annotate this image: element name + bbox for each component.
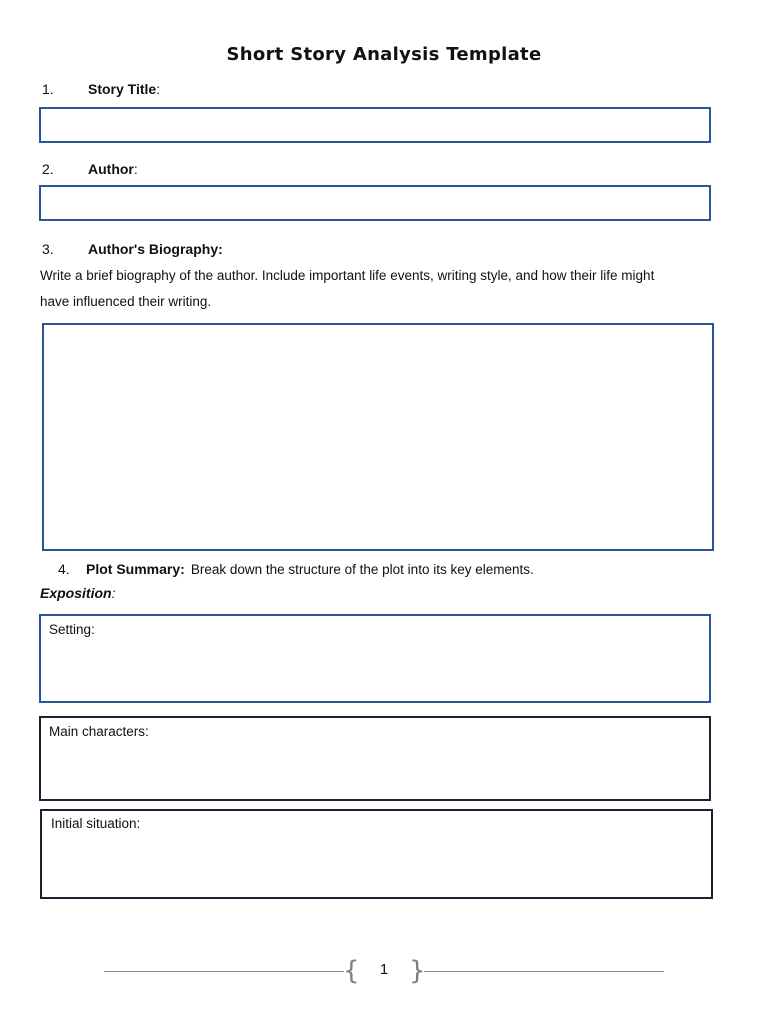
item-label bbox=[88, 159, 138, 179]
setting-field[interactable] bbox=[39, 614, 711, 703]
author-heading bbox=[42, 159, 342, 179]
page-title: Short Story Analysis Template bbox=[226, 44, 542, 65]
item-label bbox=[88, 79, 160, 99]
right-brace-icon: } bbox=[409, 956, 426, 986]
footer-rule-left bbox=[104, 971, 344, 972]
initial-situation-label: Initial situation: bbox=[51, 816, 141, 831]
item-number: 2. bbox=[42, 161, 54, 177]
main-characters-field[interactable] bbox=[39, 716, 711, 801]
item-number: 3. bbox=[42, 241, 54, 257]
initial-situation-field[interactable] bbox=[40, 809, 713, 899]
page-number: 1 bbox=[379, 961, 389, 978]
story-title-heading bbox=[42, 79, 342, 99]
item-label bbox=[88, 239, 223, 259]
plot-summary-heading bbox=[58, 559, 658, 579]
author-biography-heading bbox=[42, 239, 342, 259]
author-biography-field[interactable] bbox=[42, 323, 714, 551]
author-biography-label: Author's Biography: bbox=[88, 241, 223, 257]
biography-instructions-line: have influenced their writing. bbox=[40, 294, 212, 309]
item-label bbox=[86, 559, 534, 580]
story-title-label: Story Title bbox=[88, 81, 157, 97]
item-number: 1. bbox=[42, 81, 54, 97]
biography-instructions bbox=[40, 263, 730, 315]
exposition-label: Exposition bbox=[40, 585, 112, 601]
setting-label: Setting: bbox=[49, 622, 95, 637]
plot-summary-label: Plot Summary: bbox=[86, 561, 185, 577]
item-number: 4. bbox=[58, 561, 70, 577]
label-colon: : bbox=[156, 81, 161, 97]
label-colon: : bbox=[133, 161, 138, 177]
story-title-field[interactable] bbox=[39, 107, 711, 143]
author-label: Author bbox=[88, 161, 134, 177]
author-field[interactable] bbox=[39, 185, 711, 221]
biography-instructions-line: Write a brief biography of the author. Include important life events, writing style, and how their life might bbox=[40, 268, 655, 283]
plot-summary-description: Break down the structure of the plot into its key elements. bbox=[190, 562, 534, 577]
left-brace-icon: { bbox=[343, 956, 360, 986]
exposition-heading bbox=[40, 585, 115, 601]
footer-rule-right bbox=[424, 971, 664, 972]
main-characters-label: Main characters: bbox=[49, 724, 149, 739]
label-colon: : bbox=[111, 585, 116, 601]
